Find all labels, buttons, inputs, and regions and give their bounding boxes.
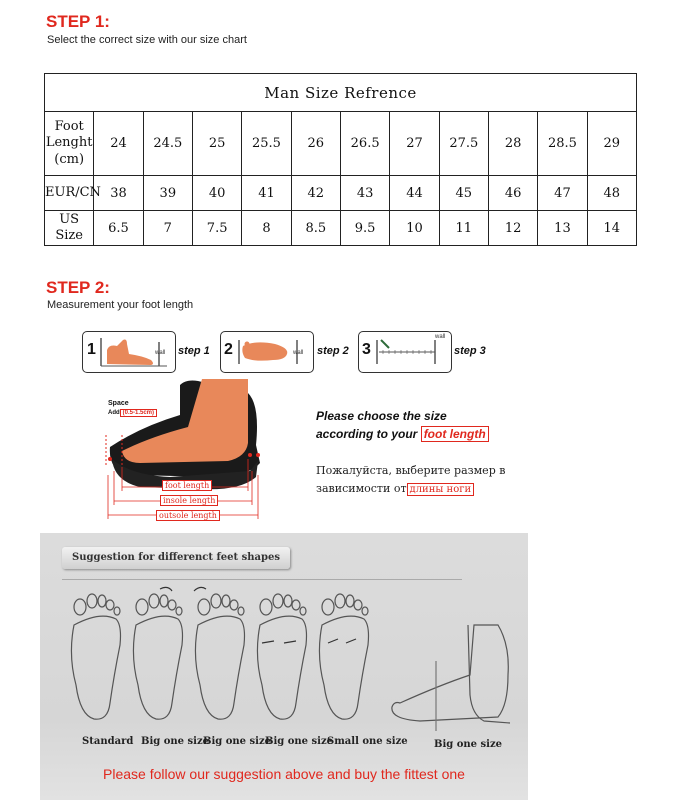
shape-label-big-one-size: Big one size: [141, 736, 209, 747]
table-cell: 29: [587, 112, 636, 176]
feet-shapes-title: Suggestion for differenct feet shapes: [62, 547, 290, 569]
foot-length-label: foot length: [162, 480, 212, 491]
table-cell: 28.5: [538, 112, 587, 176]
foot-outline-icon: [319, 594, 368, 719]
step-number: 3: [362, 341, 371, 358]
table-cell: 10: [390, 211, 439, 246]
table-cell: 25.5: [242, 112, 291, 176]
table-cell: 26: [291, 112, 340, 176]
wall-label: wall: [155, 350, 166, 356]
step-number: 2: [224, 341, 233, 358]
table-cell: 7: [143, 211, 192, 246]
table-row: [45, 211, 637, 246]
shape-label-big-one-size: Big one size: [265, 736, 333, 747]
table-cell: 28: [488, 112, 537, 176]
table-cell: 27: [390, 112, 439, 176]
space-label: Space: [108, 400, 129, 407]
wall-label: wall: [435, 334, 446, 340]
table-cell: 39: [143, 176, 192, 211]
step-number: 1: [87, 341, 96, 358]
shape-label-small-one-size: Small one size: [327, 736, 408, 747]
table-cell: 47: [538, 176, 587, 211]
instruction-ru: Пожалуйста, выберите размер в зависимости от длины ноги: [316, 464, 506, 495]
foot-outline-icon: [194, 587, 245, 719]
table-cell: 8: [242, 211, 291, 246]
step1-title: STEP 1:: [46, 12, 110, 31]
foot-length-highlight: foot length: [421, 426, 489, 442]
divider: [62, 579, 462, 580]
table-cell: 48: [587, 176, 636, 211]
table-cell: 45: [439, 176, 488, 211]
row-header-eur-cn: EUR/CN: [45, 176, 94, 211]
step-label: step 3: [454, 345, 486, 357]
table-cell: 41: [242, 176, 291, 211]
foot-length-highlight-ru: длины ноги: [407, 483, 475, 496]
table-cell: 46: [488, 176, 537, 211]
table-row: [45, 112, 637, 176]
table-cell: 26.5: [340, 112, 389, 176]
table-cell: 25: [192, 112, 241, 176]
size-chart-table: [44, 73, 637, 246]
size-chart-title: Man Size Refrence: [45, 74, 637, 112]
footer-suggestion: Please follow our suggestion above and buy the fittest one: [103, 766, 465, 782]
shape-label-big-one-size-side: Big one size: [434, 739, 502, 750]
table-row: [45, 176, 637, 211]
step-label: step 1: [178, 345, 210, 357]
table-cell: 24: [94, 112, 143, 176]
table-cell: 42: [291, 176, 340, 211]
foot-side-view-icon: [392, 625, 510, 731]
table-cell: 9.5: [340, 211, 389, 246]
table-cell: 40: [192, 176, 241, 211]
outsole-length-label: outsole length: [156, 510, 220, 521]
table-cell: 24.5: [143, 112, 192, 176]
step1-subtitle: Select the correct size with our size chart: [47, 34, 247, 46]
foot-outline-icon: [133, 587, 182, 719]
table-cell: 43: [340, 176, 389, 211]
table-cell: 27.5: [439, 112, 488, 176]
table-cell: 7.5: [192, 211, 241, 246]
row-header-us-size: US Size: [45, 211, 94, 246]
ruler-icon: [373, 336, 447, 368]
table-cell: 38: [94, 176, 143, 211]
table-cell: 12: [488, 211, 537, 246]
wall-label: wall: [293, 350, 304, 356]
foot-outline-icon: [257, 594, 306, 719]
step-label: step 2: [317, 345, 349, 357]
shape-label-big-one-size: Big one size: [203, 736, 271, 747]
shape-label-standard: Standard: [82, 736, 134, 747]
instruction-en: Please choose the size according to your foot length: [316, 407, 489, 443]
table-cell: 44: [390, 176, 439, 211]
table-cell: 6.5: [94, 211, 143, 246]
table-cell: 11: [439, 211, 488, 246]
step2-title: STEP 2:: [46, 278, 110, 297]
row-header-foot-length: Foot Lenght (cm): [45, 112, 94, 176]
feet-outlines: [40, 585, 528, 735]
table-cell: 14: [587, 211, 636, 246]
table-cell: 13: [538, 211, 587, 246]
measure-panel: [82, 331, 176, 373]
foot-outline-icon: [71, 594, 120, 719]
insole-length-label: insole length: [160, 495, 218, 506]
space-add-label: Add (0.5-1.5cm): [108, 410, 157, 416]
step2-subtitle: Measurement your foot length: [47, 299, 194, 311]
measure-panel: [358, 331, 452, 373]
table-cell: 8.5: [291, 211, 340, 246]
measure-panel: [220, 331, 314, 373]
